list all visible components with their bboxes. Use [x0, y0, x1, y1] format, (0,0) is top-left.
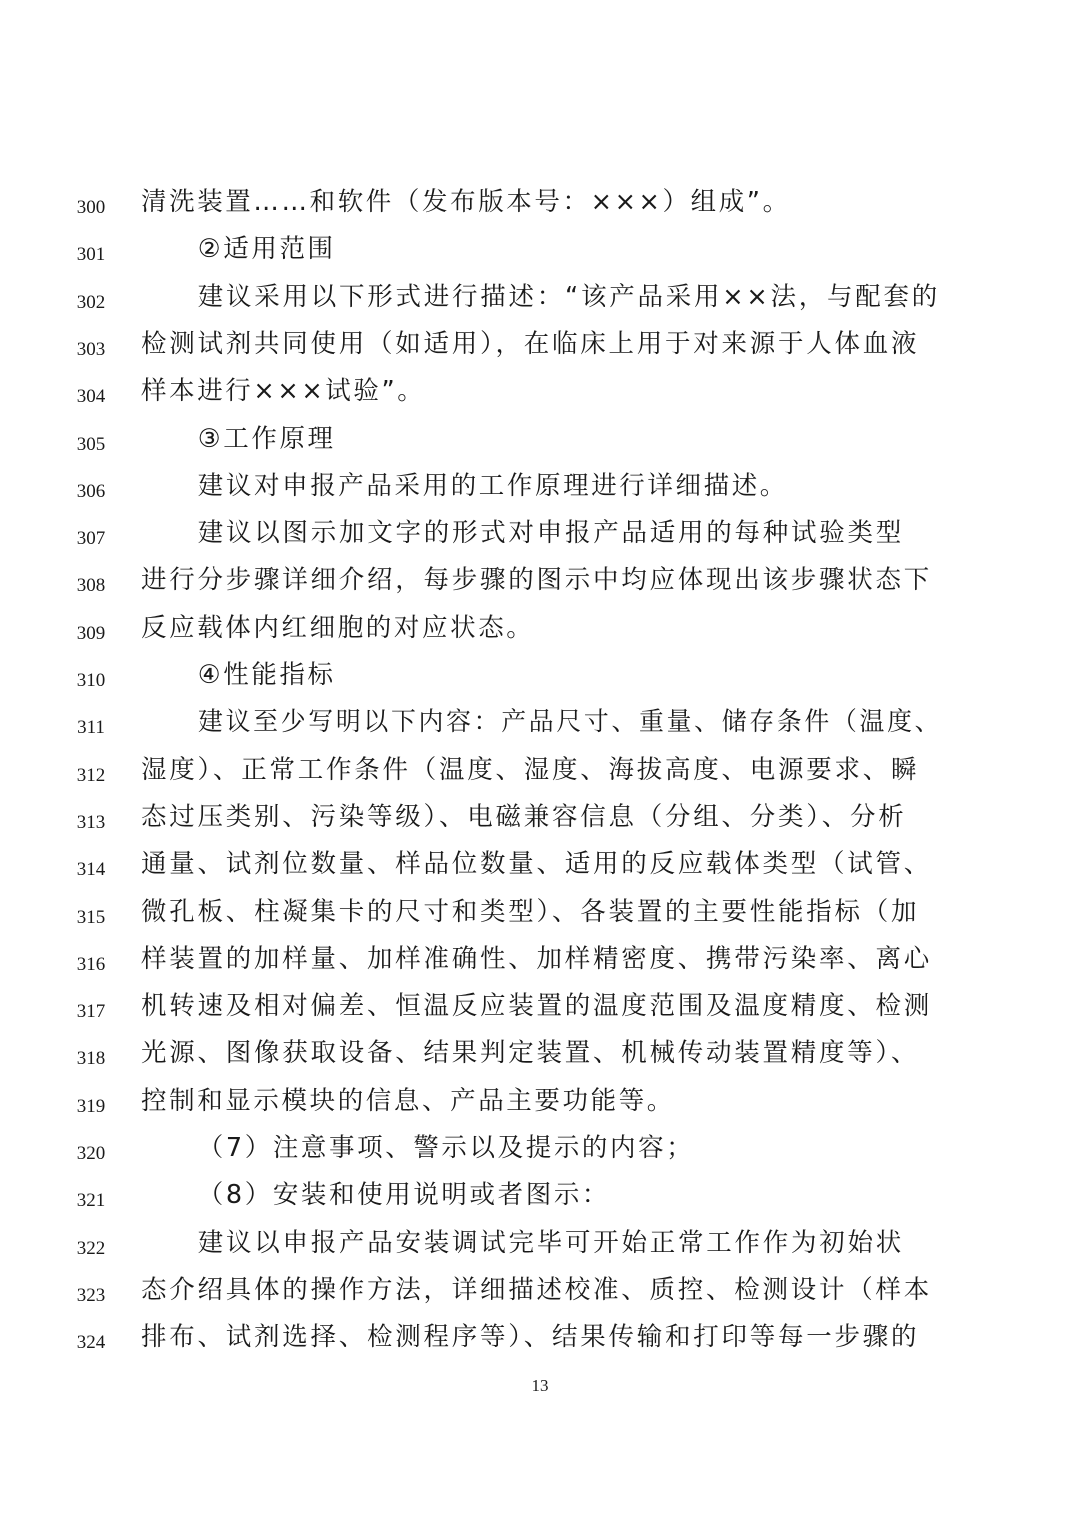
line-text: 样本进行×××试验”。 [141, 376, 426, 407]
line-number: 313 [76, 811, 106, 833]
text-line [0, 892, 1080, 939]
line-text: 清洗装置……和软件（发布版本号：×××）组成”。 [141, 187, 791, 217]
line-number: 318 [76, 1048, 106, 1070]
line-text: 检测试剂共同使用（如适用），在临床上用于对来源于人体血液 [141, 328, 920, 359]
text-line [0, 655, 1080, 702]
line-text: 微孔板、柱凝集卡的尺寸和类型）、各装置的主要性能指标（加 [141, 896, 920, 927]
line-number: 314 [76, 859, 106, 881]
text-line [0, 1128, 1080, 1175]
text-line [0, 797, 1080, 844]
line-text: 样装置的加样量、加样准确性、加样精密度、携带污染率、离心 [141, 943, 933, 974]
line-number: 321 [76, 1190, 106, 1212]
text-line [0, 608, 1080, 655]
line-number: 315 [76, 906, 106, 928]
line-number: 311 [77, 717, 105, 739]
line-text: 进行分步骤详细介绍，每步骤的图示中均应体现出该步骤状态下 [141, 565, 933, 596]
line-number: 302 [76, 291, 106, 313]
line-text: 通量、试剂位数量、样品位数量、适用的反应载体类型（试管、 [141, 849, 933, 880]
text-line [0, 229, 1080, 276]
line-text: 光源、图像获取设备、结果判定装置、机械传动装置精度等）、 [141, 1038, 920, 1069]
text-line [0, 1175, 1080, 1222]
text-line [0, 1317, 1080, 1364]
line-number: 319 [76, 1095, 106, 1117]
line-text: 建议至少写明以下内容：产品尺寸、重量、储存条件（温度、 [197, 707, 943, 738]
text-line [0, 513, 1080, 560]
line-text: ③工作原理 [197, 423, 336, 454]
text-line [0, 939, 1080, 986]
line-number: 310 [76, 670, 106, 691]
line-text: 排布、试剂选择、检测程序等）、结果传输和打印等每一步骤的 [141, 1322, 920, 1353]
line-number: 312 [76, 764, 106, 786]
line-number: 301 [76, 244, 106, 266]
line-text: 态过压类别、污染等级）、电磁兼容信息（分组、分类）、分析 [141, 801, 907, 832]
text-line [0, 844, 1080, 891]
text-line [0, 371, 1080, 418]
line-text: ②适用范围 [197, 234, 336, 265]
line-text: 态介绍具体的操作方法，详细描述校准、质控、检测设计（样本 [141, 1274, 933, 1305]
text-line [0, 466, 1080, 513]
line-number: 320 [76, 1143, 106, 1164]
line-number: 308 [76, 575, 106, 597]
line-text: 控制和显示模块的信息、产品主要功能等。 [141, 1085, 675, 1116]
line-text: 反应载体内红细胞的对应状态。 [141, 612, 535, 643]
text-line [0, 986, 1080, 1033]
line-number: 316 [76, 953, 106, 975]
line-number: 300 [76, 197, 106, 218]
line-number: 322 [76, 1237, 106, 1259]
text-line [0, 1223, 1080, 1270]
line-text: 湿度）、正常工作条件（温度、湿度、海拔高度、电源要求、瞬 [141, 754, 920, 785]
line-text: 建议对申报产品采用的工作原理进行详细描述。 [197, 470, 788, 501]
line-number: 309 [76, 622, 106, 644]
line-text: （7）注意事项、警示以及提示的内容； [197, 1133, 695, 1163]
text-line [0, 1081, 1080, 1128]
text-line [0, 277, 1080, 324]
line-text: （8）安装和使用说明或者图示： [197, 1180, 611, 1211]
line-number: 305 [76, 433, 106, 455]
line-number: 306 [76, 480, 106, 502]
line-text: 建议采用以下形式进行描述：“该产品采用××法，与配套的 [197, 281, 940, 312]
line-number: 323 [76, 1284, 106, 1306]
line-text: 机转速及相对偏差、恒温反应装置的温度范围及温度精度、检测 [141, 991, 933, 1022]
text-line [0, 182, 1080, 229]
line-text: 建议以图示加文字的形式对申报产品适用的每种试验类型 [197, 518, 905, 549]
line-text: ④性能指标 [197, 660, 336, 690]
text-line [0, 419, 1080, 466]
line-number: 317 [76, 1001, 106, 1023]
text-line [0, 750, 1080, 797]
text-line [0, 560, 1080, 607]
text-line [0, 702, 1080, 749]
line-number: 307 [76, 528, 106, 550]
line-number: 324 [76, 1332, 106, 1354]
text-line [0, 1270, 1080, 1317]
text-line [0, 1033, 1080, 1080]
page-number: 13 [531, 1376, 549, 1395]
line-number: 304 [76, 386, 106, 408]
line-number: 303 [76, 338, 106, 360]
line-text: 建议以申报产品安装调试完毕可开始正常工作作为初始状 [197, 1227, 905, 1258]
text-line [0, 324, 1080, 371]
